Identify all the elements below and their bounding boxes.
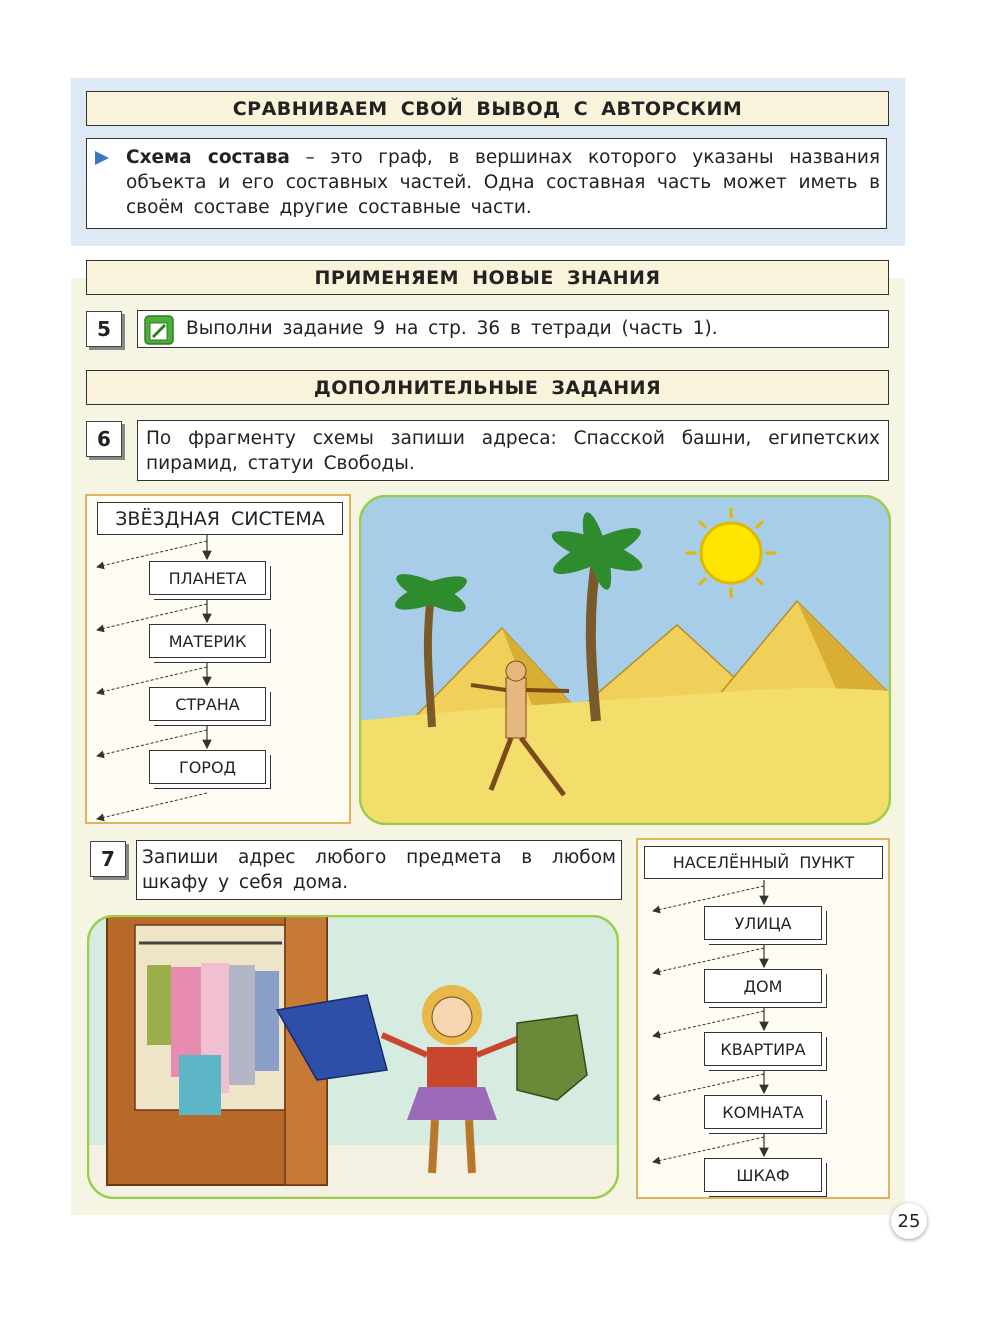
task-7-text: Запиши адрес любого предмета в любом шкафу у себя дома.	[142, 847, 616, 893]
extra-heading: ДОПОЛНИТЕЛЬНЫЕ ЗАДАНИЯ	[86, 370, 889, 405]
task-5-text: Выполни задание 9 на стр. 36 в тетради (часть 1).	[186, 318, 718, 339]
definition-term: Схема состава	[126, 147, 290, 168]
scheme-1-node: ПЛАНЕТА	[149, 561, 266, 595]
apply-heading: ПРИМЕНЯЕМ НОВЫЕ ЗНАНИЯ	[86, 260, 889, 295]
scheme-1-node: СТРАНА	[149, 687, 266, 721]
sun-icon	[687, 509, 775, 597]
scheme-1-node: ГОРОД	[149, 750, 266, 784]
scheme-1-top-node: ЗВЁЗДНАЯ СИСТЕМА	[97, 502, 343, 535]
scheme-2-node: КОМНАТА	[704, 1095, 822, 1129]
task-5-number: 5	[86, 311, 122, 347]
definition-body: – это граф, в вершинах которого указаны названия объекта и его составных частей. Одна составная часть может иметь в своём составе другие составные части.	[126, 147, 880, 218]
triangle-bullet-icon	[92, 148, 112, 168]
scheme-locality	[636, 838, 890, 1199]
scheme-1-node: МАТЕРИК	[149, 624, 266, 658]
scheme-2-top-node: НАСЕЛЁННЫЙ ПУНКТ	[644, 846, 883, 879]
compare-heading: СРАВНИВАЕМ СВОЙ ВЫВОД С АВТОРСКИМ	[86, 91, 889, 126]
task-6-number: 6	[86, 421, 122, 457]
definition-text	[126, 145, 880, 220]
task-6-text: По фрагменту схемы запиши адреса: Спасской башни, египетских пирамид, статуи Свободы.	[146, 428, 880, 474]
scheme-2-node: УЛИЦА	[704, 906, 822, 940]
scheme-2-node: ДОМ	[704, 969, 822, 1003]
task-6-box	[137, 420, 889, 481]
page-number: 25	[891, 1203, 927, 1239]
scheme-2-node: ШКАФ	[704, 1158, 822, 1192]
workbook-pencil-icon	[144, 315, 174, 345]
scheme-2-node: КВАРТИРА	[704, 1032, 822, 1066]
task-7-number: 7	[90, 841, 126, 877]
egypt-pyramids-illustration	[359, 495, 891, 825]
task-5-box	[137, 310, 889, 348]
definition-box	[86, 138, 887, 229]
task-7-box	[136, 840, 622, 900]
wardrobe-girl-illustration	[87, 915, 619, 1199]
